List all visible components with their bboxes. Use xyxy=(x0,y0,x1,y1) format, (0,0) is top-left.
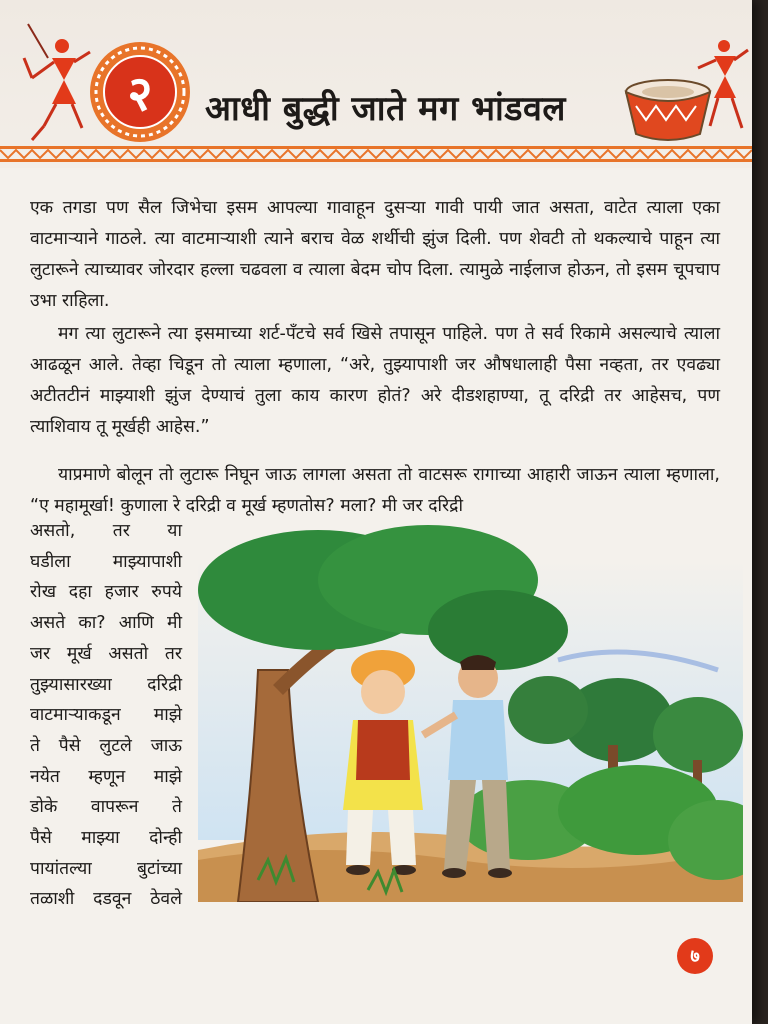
side-line: जर मूर्ख असतो तर xyxy=(30,643,182,664)
side-line: असते का? आणि मी xyxy=(30,613,182,634)
side-line: पैसे माझ्या दोन्ही xyxy=(30,828,182,849)
side-line: वाटमाऱ्याकडून माझे xyxy=(30,705,182,726)
side-line: घडीला माझ्यापाशी xyxy=(30,551,182,572)
warli-dancer-icon xyxy=(18,18,98,148)
side-line: रोख दहा हजार रुपये xyxy=(30,582,182,603)
side-line: डोके वापरून ते xyxy=(30,797,182,818)
page-number-badge: ७ xyxy=(677,938,713,974)
paragraph-2: मग त्या लुटारूने त्या इसमाच्या शर्ट-पँटचे सर्व खिसे तपासून पाहिले. पण ते सर्व रिकामे असल्याचे त्याला आढळून आले. तेव्हा चिडून तो त्याला म्हणाला, “अरे, तुझ्यापाशी जर औषधालाही पैसा नव्हता, तर एवढ्या अटीतटीनं माझ्याशी झुंज देण्याचं तुला काय कारण होतं? अरे दीडशहाण्या, तू दरिद्री तर आहेसच, पण त्याशिवाय तू मूर्खही आहेस.” xyxy=(30,324,720,437)
side-line: पायांतल्या बुटांच्या xyxy=(30,858,182,879)
side-column-text xyxy=(30,516,182,915)
warli-drummer-icon xyxy=(690,30,752,150)
story-illustration xyxy=(198,520,743,902)
side-line: असतो, तर या xyxy=(30,521,182,541)
side-line: नयेत म्हणून माझे xyxy=(30,766,182,787)
side-line: ते पैसे लुटले जाऊ xyxy=(30,735,182,756)
decorative-border xyxy=(0,146,752,162)
side-line: तळाशी दडवून ठेवले xyxy=(30,889,182,910)
paragraph-3: याप्रमाणे बोलून तो लुटारू निघून जाऊ लागला असता तो वाटसरू रागाच्या आहारी जाऊन त्याला म्हणाला, “ए महामूर्खा! कुणाला रे दरिद्री व मूर्ख म्हणतोस? मला? मी जर दरिद्री xyxy=(30,465,720,516)
paragraph-1: एक तगडा पण सैल जिभेचा इसम आपल्या गावाहून दुसऱ्या गावी पायी जात असता, वाटेत त्याला एका वाटमाऱ्याने गाठले. त्या वाटमाऱ्याशी त्याने बराच वेळ शर्थीची झुंज दिली. पण शेवटी तो थकल्याचे पाहून त्या लुटारूने त्याच्यावर जोरदार हल्ला चढवला व त्याला बेदम चोप दिला. त्यामुळे नाईलाज होऊन, तो इसम चूपचाप उभा राहिला. xyxy=(30,198,720,311)
chapter-number: २ xyxy=(127,65,153,122)
side-line: तुझ्यासारख्या दरिद्री xyxy=(30,674,182,695)
chapter-title: आधी बुद्धी जाते मग भांडवल xyxy=(205,89,566,129)
